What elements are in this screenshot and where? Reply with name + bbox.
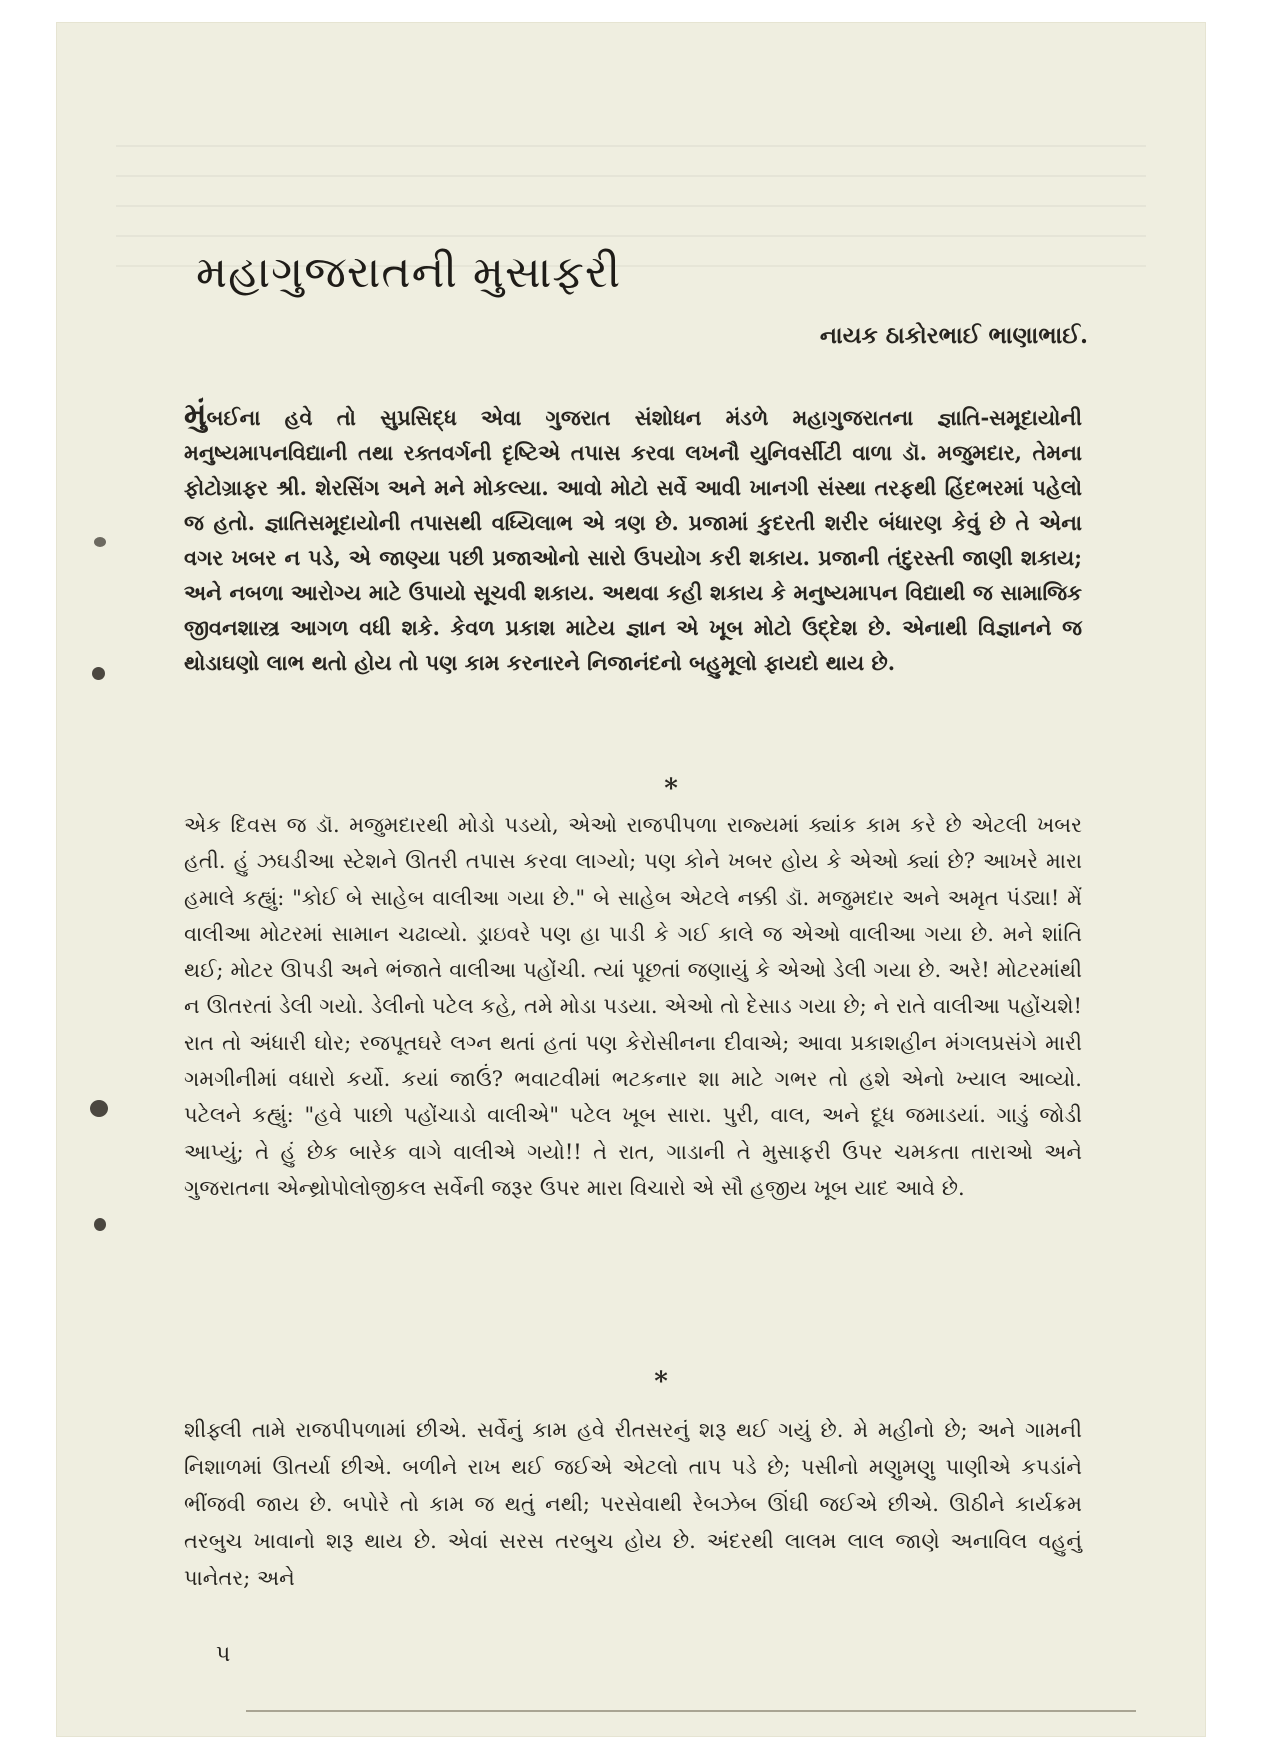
binding-hole: [90, 1100, 108, 1117]
paragraph-intro-text: બઈના હવે તો સુપ્રસિદ્ધ એવા ગુજરાત સંશોધન મંડળે મહાગુજરાતના જ્ઞાતિ-સમૂદાયોની મનુષ્યમાપનવિદ્યાની તથા રક્તવર્ગની દૃષ્ટિએ તપાસ કરવા લખનૌ યુનિવર્સીટી વાળા ડૉ. મજુમદાર, તેમના ફોટોગ્રાફર શ્રી. શેરસિંગ અને મને મોકલ્યા. આવો મોટો સર્વે આવી ખાનગી સંસ્થા તરફથી હિંદભરમાં પહેલો જ હતો. જ્ઞાતિસમૂદાયોની તપાસથી વધ્યિલાભ એ ત્રણ છે. પ્રજામાં કુદરતી શરીર બંધારણ કેવું છે તે એના વગર ખબર ન પડે, એ જાણ્યા પછી પ્રજાઓનો સારો ઉપયોગ કરી શકાય. પ્રજાની તંદુરસ્તી જાણી શકાય; અને નબળા આરોગ્ય માટે ઉપાયો સૂચવી શકાય. અથવા કહી શકાય કે મનુષ્યમાપન વિદ્યાથી જ સામાજિક જીવનશાસ્ત્ર આગળ વધી શકે. કેવળ પ્રકાશ માટેય જ્ઞાન એ ખૂબ મોટો ઉદ્દેશ છે. એનાથી વિજ્ઞાનને જ થોડાઘણો લાભ થતો હોય તો પણ કામ કરનારને નિજાનંદનો બહુમૂલો ફાયદો થાય છે.: [184, 405, 1082, 675]
bottom-rule: [246, 1710, 1136, 1712]
binding-hole: [92, 667, 105, 680]
paragraph-rajpipla: શીફ્લી તામે રાજપીપળામાં છીએ. સર્વેનું કામ હવે રીતસરનું શરૂ થઈ ગયું છે. મે મહીનો છે; અને ગામની નિશાળમાં ઊતર્યા છીએ. બળીને રાખ થઈ જઈએ એટલો તાપ પડે છે; પસીનો મણુમણુ પાણીએ કપડાંને ભીંજવી જાય છે. બપોરે તો કામ જ થતું નથી; પરસેવાથી રેબઝેબ ઊંઘી જઈએ છીએ. ઊઠીને કાર્યક્રમ તરબુચ ખાવાનો શરૂ થાય છે. એવાં સરસ તરબુચ હોય છે. અંદરથી લાલમ લાલ જાણે અનાવિલ વહુનું પાનેતર; અને: [184, 1418, 1082, 1590]
document-page: [56, 22, 1206, 1737]
drop-cap: મું: [184, 395, 207, 433]
section-separator: *: [664, 774, 678, 804]
article-author: નાયક ઠાકોરભાઈ ભાણાભાઈ.: [819, 322, 1088, 349]
paragraph-journey: એક દિવસ જ ડૉ. મજુમદારથી મોડો પડયો, એઓ રાજપીપળા રાજ્યમાં ક્યાંક કામ કરે છે એટલી ખબર હતી. હું ઝઘડીઆ સ્ટેશને ઊતરી તપાસ કરવા લાગ્યો; પણ કોને ખબર હોય કે એઓ ક્યાં છે? આખરે મારા હમાલે કહ્યું: "કોઈ બે સાહેબ વાલીઆ ગયા છે." બે સાહેબ એટલે નક્કી ડૉ. મજુમદાર અને અમૃત પંડ્યા! મેં વાલીઆ મોટરમાં સામાન ચઢાવ્યો. ડ્રાઇવરે પણ હા પાડી કે ગઈ કાલે જ એઓ વાલીઆ ગયા છે. મને શાંતિ થઈ; મોટર ઊપડી અને ભંજાતે વાલીઆ પહોંચી. ત્યાં પૂછતાં જણાયું કે એઓ ડેલી ગયા છે. અરે! મોટરમાંથી ન ઊતરતાં ડેલી ગયો. ડેલીનો પટેલ કહે, તમે મોડા પડયા. એઓ તો દેસાડ ગયા છે; ને રાતે વાલીઆ પહોંચશે! રાત તો અંધારી ઘોર; રજપૂતઘરે લગ્ન થતાં હતાં પણ કેરોસીનના દીવાએ; આવા પ્રકાશહીન મંગલપ્રસંગે મારી ગમગીનીમાં વધારો કર્યો. કયાં જાઉં? ભવાટવીમાં ભટકનાર શા માટે ગભર તો હશે એનો ખ્યાલ આવ્યો. પટેલને કહ્યું: "હવે પાછો પહોંચાડો વાલીએ" પટેલ ખૂબ સારા. પુરી, વાલ, અને દૂધ જમાડયાં. ગાડું જોડી આપ્યું; તે હું છેક બારેક વાગે વાલીએ ગયો!! તે રાત, ગાડાની તે મુસાફરી ઉપર ચમકતા તારાઓ અને ગુજરાતના એન્થ્રોપોલોજીકલ સર્વેની જરૂર ઉપર મારા વિચારો એ સૌ હજીય ખૂબ યાદ આવે છે.: [184, 813, 1082, 1200]
binding-hole: [94, 537, 106, 547]
article-title: મહાગુજરાતની મુસાફરી: [196, 247, 622, 298]
paragraph-intro: [184, 397, 1082, 680]
binding-hole: [94, 1218, 106, 1231]
section-separator: *: [654, 1367, 668, 1397]
page-number: પ: [216, 1642, 231, 1667]
